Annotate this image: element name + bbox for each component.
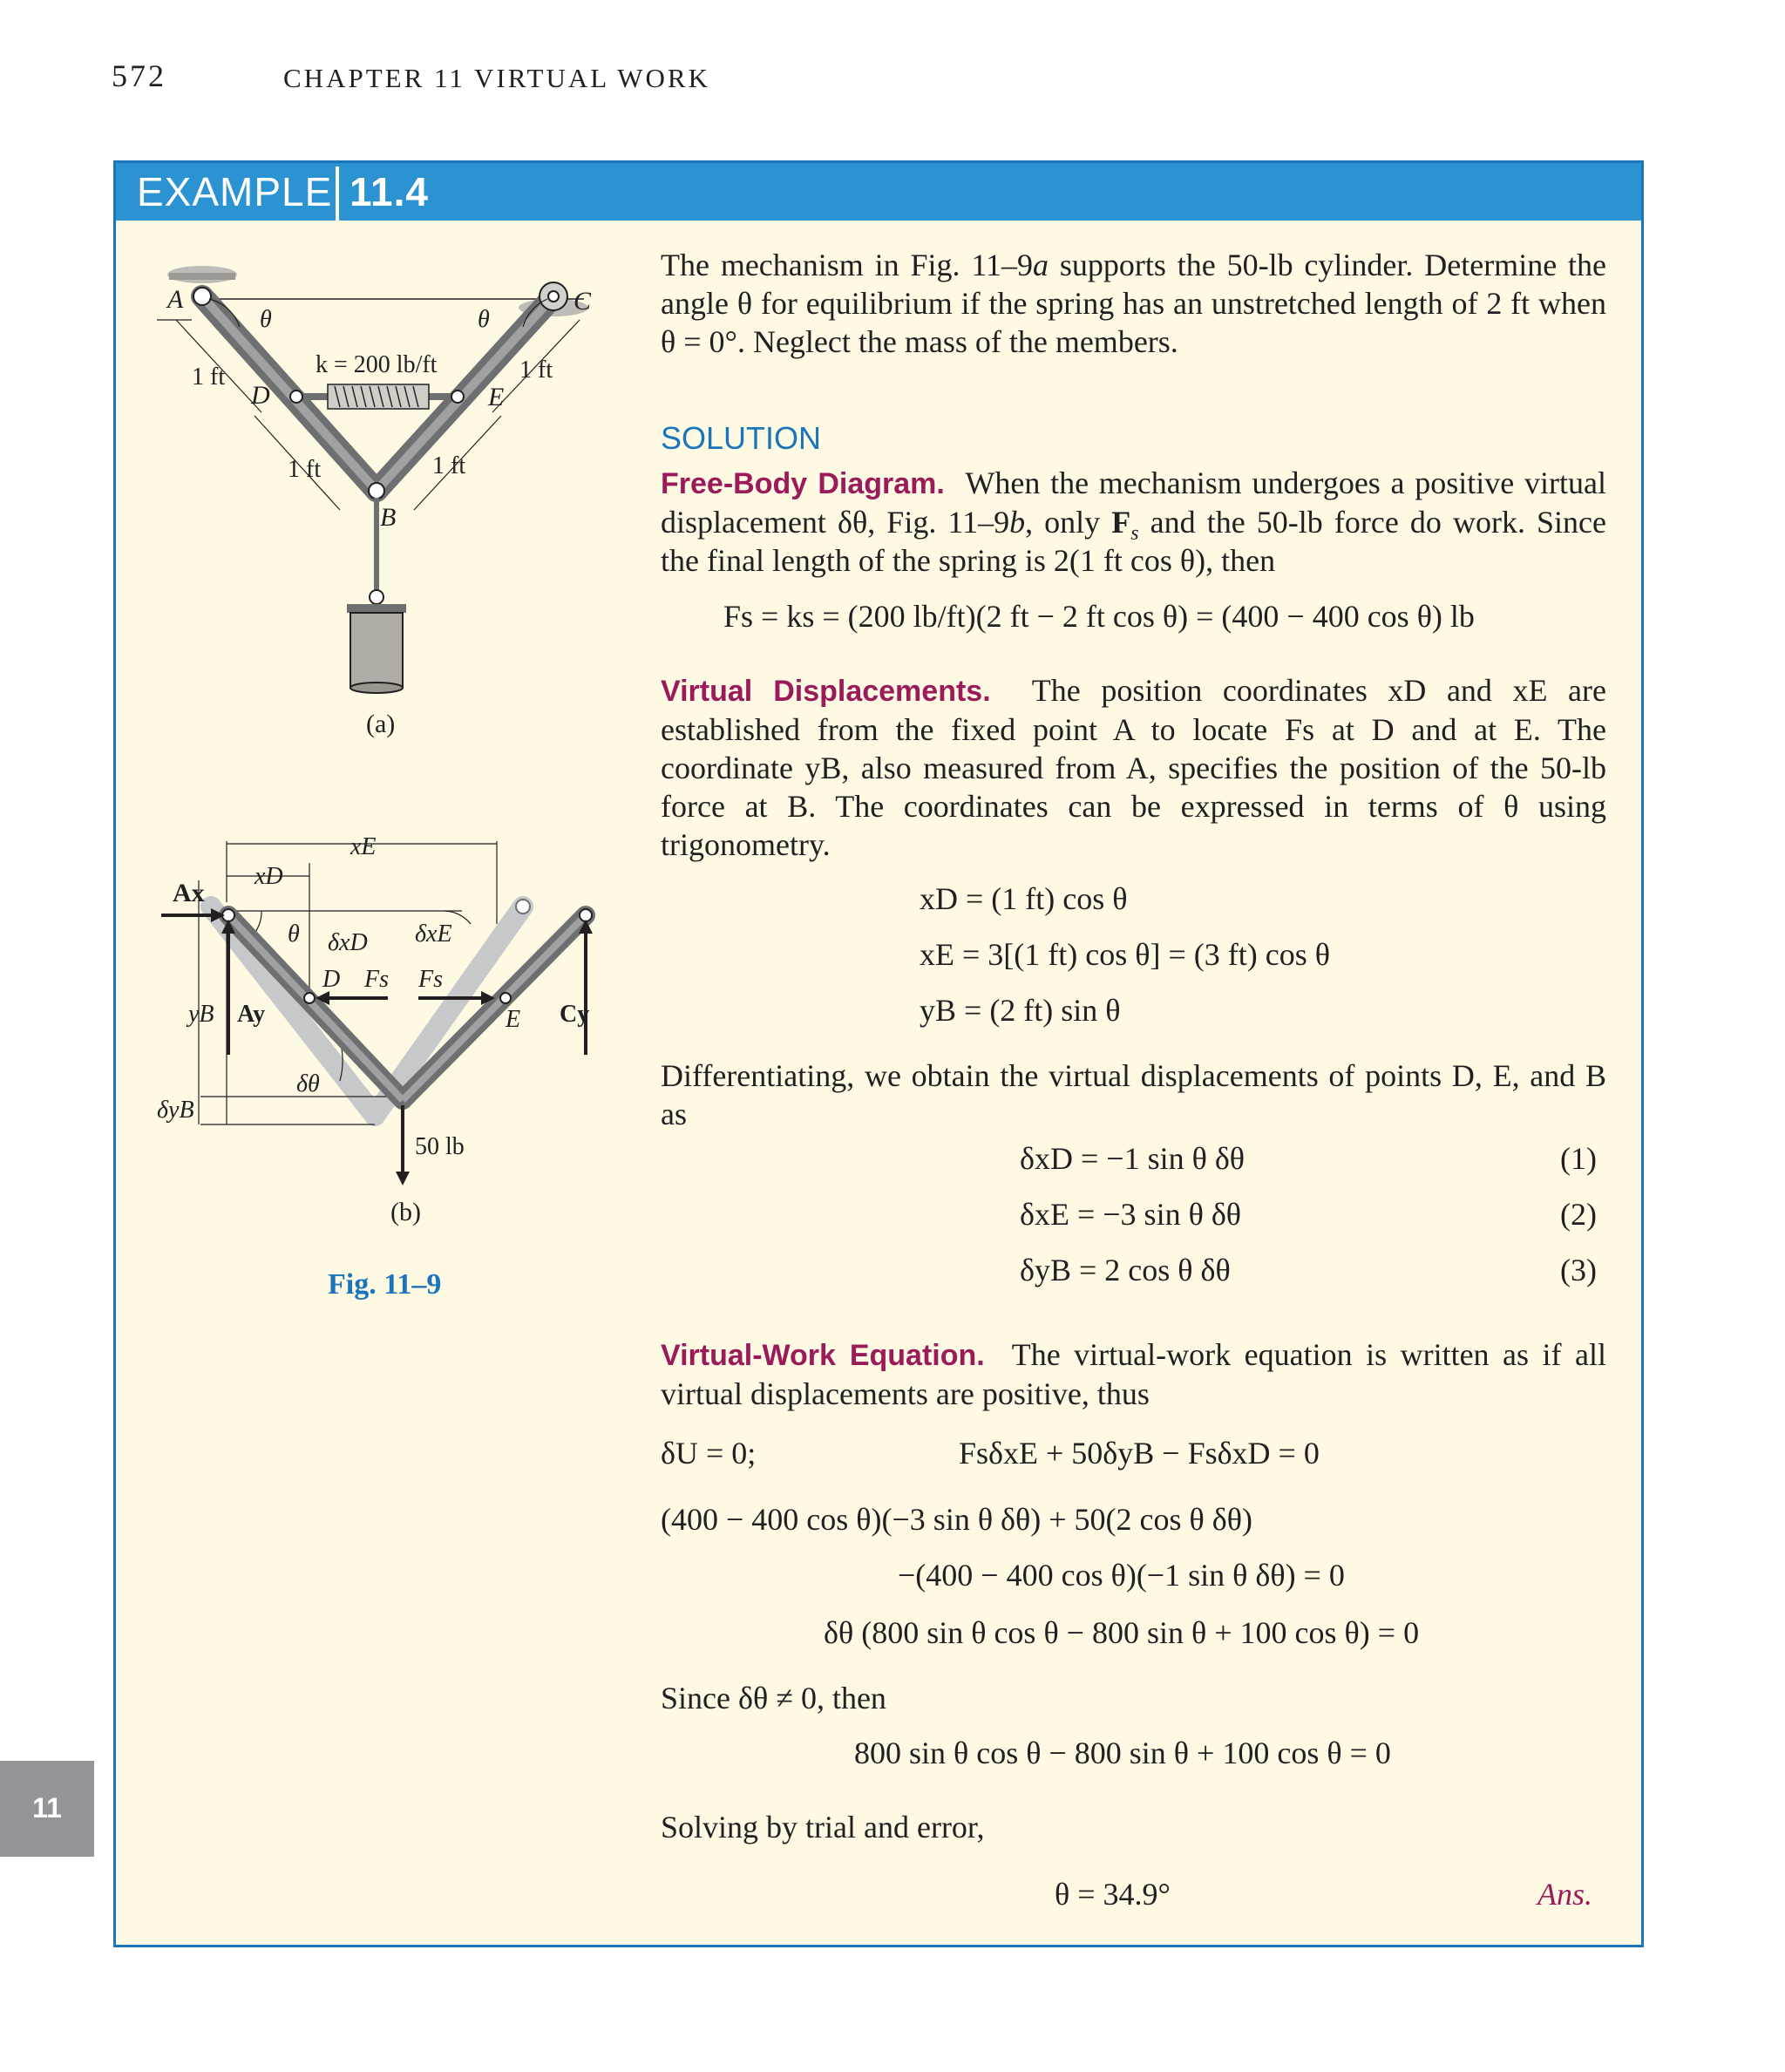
answer: θ = 34.9° <box>1055 1877 1171 1912</box>
label-Fs-left: Fs <box>364 966 389 993</box>
vw-paragraph <box>661 1335 1606 1413</box>
label-D: D <box>322 966 341 993</box>
problem-text-2: supports the 50-lb cylinder. Determine the angle θ for equilibrium if the spring has an unstretched length of 2 ft when θ = 0°. Neglect the mass of the members. <box>661 248 1607 359</box>
fbd-text-d: F <box>1111 505 1131 540</box>
label-E: E <box>506 1006 521 1033</box>
label-dyB: δyB <box>157 1097 194 1124</box>
eq-yB: yB = (2 ft) sin θ <box>920 993 1121 1028</box>
eq-2: δxE = −3 sin θ δθ <box>1020 1197 1242 1232</box>
chapter-tab-number: 11 <box>32 1792 62 1824</box>
example-label: EXAMPLE <box>137 169 333 214</box>
label-Ay: Ay <box>237 1001 266 1028</box>
since-text: Since δθ ≠ 0, then <box>661 1681 886 1715</box>
figure-b <box>157 828 628 1247</box>
eq-number-1: (1) <box>1560 1141 1597 1176</box>
vd-text: The position coordinates xD and xE are established from the fixed point A to locate Fs at D and at E. The coordinate yB, also measured from A, specifies the position of the 50-lb force at B. The coordinates can be expressed in terms of θ using trigonometry. <box>661 673 1607 862</box>
label-theta-left: θ <box>260 306 272 333</box>
example-divider <box>336 166 339 221</box>
label-1ft-lower-left: 1 ft <box>288 456 322 483</box>
label-A: A <box>167 285 184 314</box>
vd-heading: Virtual Displacements. <box>661 675 991 708</box>
eq-1: δxD = −1 sin θ δθ <box>1020 1141 1245 1176</box>
page-number: 572 <box>112 58 166 93</box>
running-head: CHAPTER 11 VIRTUAL WORK <box>283 63 710 93</box>
label-D: D <box>251 381 270 410</box>
vd-paragraph <box>661 671 1606 864</box>
figure-b-label: (b) <box>390 1198 421 1226</box>
label-Cy: Cy <box>560 1001 590 1028</box>
chapter-tab[interactable] <box>0 1761 94 1857</box>
problem-text-1-it: a <box>1033 248 1049 282</box>
label-theta-right: θ <box>478 306 490 333</box>
label-dxD: δxD <box>328 929 368 956</box>
label-dtheta: δθ <box>296 1070 320 1097</box>
figure-caption: Fig. 11–9 <box>328 1268 442 1301</box>
fbd-text-e: s <box>1130 522 1139 545</box>
label-1ft-lower-right: 1 ft <box>432 452 466 479</box>
label-Ax: Ax <box>173 879 205 907</box>
label-Fs-right: Fs <box>418 966 443 993</box>
eq-number-3: (3) <box>1560 1253 1597 1287</box>
diff-paragraph: Differentiating, we obtain the virtual displacements of points D, E, and B as <box>661 1058 1606 1131</box>
figure-a <box>157 257 628 763</box>
ans-label: Ans. <box>1537 1877 1592 1912</box>
label-1ft-upper-left: 1 ft <box>192 363 226 391</box>
example-header <box>116 163 1641 221</box>
label-E: E <box>488 383 505 411</box>
fbd-heading: Free-Body Diagram. <box>661 467 945 500</box>
eq-line-3: δθ (800 sin θ cos θ − 800 sin θ + 100 cos θ) = 0 <box>824 1615 1420 1650</box>
eq-3: δyB = 2 cos θ δθ <box>1020 1253 1231 1287</box>
label-xE: xE <box>350 833 377 860</box>
label-50lb: 50 lb <box>415 1133 465 1160</box>
fbd-paragraph <box>661 464 1606 580</box>
eq-number-2: (2) <box>1560 1197 1597 1232</box>
label-theta: θ <box>288 921 300 948</box>
eq-line-1: (400 − 400 cos θ)(−3 sin θ δθ) + 50(2 cos θ δθ) <box>661 1502 1252 1537</box>
solution-heading: SOLUTION <box>661 420 822 456</box>
eq-xD: xD = (1 ft) cos θ <box>920 881 1128 916</box>
label-C: C <box>574 287 592 316</box>
label-xD: xD <box>255 863 283 890</box>
label-B: B <box>380 503 397 532</box>
fbd-text-f: and the 50-lb force do work. Since the final length of the spring is 2(1 ft cos θ), then <box>661 505 1606 578</box>
figure-a-label: (a) <box>366 710 396 738</box>
fbd-equation: Fs = ks = (200 lb/ft)(2 ft − 2 ft cos θ) = (400 − 400 cos θ) lb <box>723 599 1475 634</box>
problem-text-1: The mechanism in Fig. 11–9 <box>661 248 1034 282</box>
example-number: 11.4 <box>350 169 429 214</box>
eq-main: FsδxE + 50δyB − FsδxD = 0 <box>959 1436 1320 1471</box>
vw-text: The virtual-work equation is written as if all virtual displacements are positive, thus <box>661 1337 1607 1411</box>
fbd-text-c: , only <box>1025 505 1112 540</box>
eq-du: δU = 0; <box>661 1436 757 1471</box>
problem-statement <box>661 246 1606 361</box>
fbd-text-b: b <box>1009 505 1026 540</box>
fbd-text-a: When the mechanism undergoes a positive virtual displacement δθ, Fig. 11–9 <box>661 465 1607 540</box>
solving-text: Solving by trial and error, <box>661 1810 985 1844</box>
eq-xE: xE = 3[(1 ft) cos θ] = (3 ft) cos θ <box>920 937 1330 972</box>
eq-line-2: −(400 − 400 cos θ)(−1 sin θ δθ) = 0 <box>898 1558 1345 1593</box>
label-dxE: δxE <box>415 921 452 948</box>
label-k: k = 200 lb/ft <box>316 351 438 378</box>
vw-heading: Virtual-Work Equation. <box>661 1339 985 1372</box>
label-yB: yB <box>188 1001 214 1028</box>
label-1ft-upper-right: 1 ft <box>519 357 553 384</box>
eq-line-4: 800 sin θ cos θ − 800 sin θ + 100 cos θ = 0 <box>854 1736 1391 1770</box>
